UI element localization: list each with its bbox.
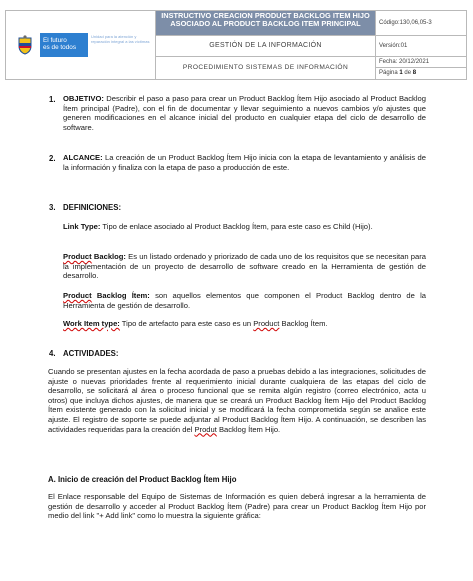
subsection-a-text: El Enlace responsable del Equipo de Sistemas de Información es quien deberá ingresar a la herramienta de gestión de desarrollo y acceder al Product Backlog Ítem (Padre) para crear un Product Backlog Ítem Hijo por medio del link "+ Add link" como lo muestra la siguiente gráfica: (48, 492, 426, 521)
def4-text-a: Tipo de artefacto para este caso es un (119, 319, 254, 328)
procedure-name: PROCEDIMIENTO SISTEMAS DE INFORMACIÓN (182, 64, 349, 71)
section-1-number: 1. (49, 95, 56, 104)
process-name: GESTIÓN DE LA INFORMACIÓN (156, 36, 375, 57)
section-4-number: 4. (49, 349, 56, 358)
document-version: Versión:01 (375, 36, 466, 57)
section-2-number: 2. (49, 154, 56, 163)
section-alcance (63, 153, 426, 172)
page-prefix: Página (379, 70, 400, 76)
def2-text: Es un listado ordenado y priorizado de cada uno de los requisitos que se necesitan para la implementación de un proyecto de desarrollo de software creado en la Herramienta de gestión de desarrollo. (63, 252, 426, 281)
page-current: 1 (399, 70, 403, 76)
def3-label-a: Product (63, 291, 92, 300)
document-date: Fecha: 20/12/2021 (375, 57, 466, 68)
def3-text: son aquellos elementos que componen el Product Backlog dentro de la Herramienta de gestión de desarrollo. (63, 291, 426, 310)
def2-label-a: Product (63, 252, 92, 261)
section-3-label: DEFINICIONES: (63, 203, 122, 212)
document-header-table (5, 10, 467, 80)
page-total: 8 (412, 70, 417, 76)
definition-product-backlog-item (63, 291, 426, 310)
document-code: Código:130,06,05-3 (375, 11, 466, 36)
section-actividades-text (48, 367, 426, 434)
s4-text-a: Cuando se presentan ajustes en la fecha acordada de paso a pruebas debido a las integraciones, solicitudes de ajuste o nuevas prioridades frente al requerimiento inicial durante cualquiera de las etapas del ciclo de desarrollo, se solicitará al área o proceso funcional que se remita algún registro (correo electrónico, acta u otros) que incluya dichos ajustes, de manera que se creará un Product Backlog Ítem Hijo del Product Backlog Ítem existente generado con la solicitud inicial y se modificará la fecha comprometida según se analice este ajuste. El registro de soporte se puede adjuntar al Product Backlog Ítem Hijo. A continuación, se describen las actividades requeridas para la creación del (48, 367, 426, 434)
page-mid: de (402, 70, 413, 76)
definition-link-type (63, 222, 426, 232)
s4-text-b: Produt (194, 424, 217, 434)
definition-product-backlog (63, 252, 426, 281)
section-1-text: Describir el paso a paso para crear un Product Backlog Ítem Hijo asociado al Product Backlog Ítem principal (Padre), con el fin de documentar y llevar seguimiento a nuevos cambios y/o ajustes que generen modificaciones en el alcance inicial del producto en cualquier etapa del ciclo de desarrollo de software. (63, 94, 426, 132)
def4-text-b: Product (253, 319, 280, 328)
logo-text: El futuro es de todos (43, 37, 77, 51)
section-2-text: La creación de un Product Backlog Ítem Hijo inicia con la etapa de levantamiento y análisis de la información y finaliza con la etapa de paso a producción de este. (63, 153, 426, 172)
def1-label: Link Type: (63, 222, 101, 231)
s4-text-c: Backlog Ítem Hijo. (216, 424, 281, 434)
def3-label-b: Backlog Ítem: (91, 291, 150, 300)
document-title: INSTRUCTIVO CREACION PRODUCT BACKLOG ITEM HIJO ASOCIADO AL PRODUCT BACKLOG ITEM PRINCIPAL (156, 11, 375, 36)
gobierno-logo (40, 33, 88, 57)
definition-work-item-type (63, 319, 426, 329)
def4-label: Work Item type: (63, 319, 120, 328)
subsection-a-title: A. Inicio de creación del Product Backlog Ítem Hijo (48, 475, 237, 484)
def4-text-c: Backlog Ítem. (279, 319, 328, 328)
section-2-label: ALCANCE: (63, 153, 103, 162)
logo-subtext: Unidad para la atención y reparación integral a las víctimas (91, 34, 150, 44)
def1-text: Tipo de enlace asociado al Product Backlog Ítem, para este caso es Child (Hijo). (100, 222, 373, 231)
def2-label-b: Backlog: (91, 252, 126, 261)
page-number (375, 68, 466, 79)
section-3-number: 3. (49, 203, 56, 212)
section-1-label: OBJETIVO: (63, 94, 104, 103)
section-objetivo (63, 94, 426, 132)
section-4-label: ACTIVIDADES: (63, 349, 119, 358)
logo-cell (6, 11, 156, 79)
coat-of-arms-icon (16, 35, 34, 55)
